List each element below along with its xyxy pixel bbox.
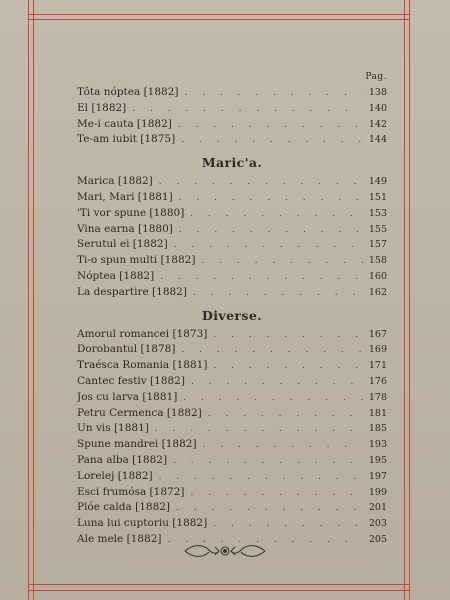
toc-entry — [77, 285, 387, 301]
border-rule-bottom-outer — [28, 590, 410, 591]
page-column-label: Pag. — [365, 72, 387, 82]
entry-page-number: 205 — [368, 533, 387, 545]
entry-page-number: 157 — [368, 239, 387, 251]
entry-page-number: 144 — [368, 134, 387, 146]
entry-title: Amorul romancei [1873] — [77, 327, 208, 340]
ornament-icon — [175, 540, 275, 562]
toc-entry — [77, 421, 387, 437]
toc-entry — [77, 269, 387, 285]
dot-leader — [153, 470, 363, 485]
border-rule-left-outer — [28, 0, 29, 600]
entry-page-number: 199 — [368, 486, 387, 498]
toc-section — [77, 85, 387, 148]
entry-title: Te-am iubit [1875] — [77, 133, 176, 146]
dot-leader — [175, 343, 363, 358]
border-rule-right-inner — [404, 0, 405, 600]
toc-entry — [77, 406, 387, 422]
entry-page-number: 167 — [368, 328, 387, 340]
entry-page-number: 142 — [368, 118, 387, 130]
entry-title: Traésca Romania [1881] — [77, 359, 208, 372]
entry-title: Lorelej [1882] — [77, 469, 153, 482]
entry-title: Cantec festiv [1882] — [77, 374, 185, 387]
entry-page-number: 197 — [368, 470, 387, 482]
toc-entry — [77, 469, 387, 485]
entry-title: Un vis [1881] — [77, 422, 149, 435]
border-rule-left-inner — [33, 0, 34, 600]
dot-leader — [154, 270, 363, 285]
toc-entry — [77, 437, 387, 453]
toc-entry — [77, 390, 387, 406]
toc-section — [77, 154, 387, 300]
entry-title: Luna lui cuptoriu [1882] — [77, 517, 208, 530]
dot-leader — [168, 238, 363, 253]
toc-entry — [77, 516, 387, 532]
entry-page-number: 155 — [368, 223, 387, 235]
toc-entry — [77, 453, 387, 469]
dot-leader — [195, 254, 363, 269]
entry-title: Esci frumósa [1872] — [77, 485, 185, 498]
dot-leader — [179, 86, 364, 101]
entry-title: Serutul ei [1882] — [77, 238, 168, 251]
entry-title: Plóe calda [1882] — [77, 501, 171, 514]
toc-entry — [77, 253, 387, 269]
entry-page-number: 203 — [368, 518, 387, 530]
entry-title: Tôta nóptea [1882] — [77, 86, 179, 98]
toc-entry — [77, 342, 387, 358]
entry-page-number: 153 — [368, 207, 387, 219]
entry-title: La despartire [1882] — [77, 285, 187, 298]
entry-title: 'Ti vor spune [1880] — [77, 206, 185, 219]
entry-title: Vina earna [1880] — [77, 222, 173, 235]
border-rule-right-outer — [409, 0, 410, 600]
entry-title: Ale mele [1882] — [77, 532, 162, 545]
entry-title: Ti-o spun multi [1882] — [77, 254, 196, 267]
entry-page-number: 140 — [368, 102, 387, 114]
dot-leader — [207, 328, 363, 343]
toc-entry — [77, 500, 387, 516]
toc-entry — [77, 117, 387, 133]
entry-page-number: 185 — [368, 423, 387, 435]
entry-page-number: 193 — [368, 439, 387, 451]
toc-entry — [77, 485, 387, 501]
entry-page-number: 171 — [368, 360, 387, 372]
border-rule-top-inner — [28, 19, 410, 20]
dot-leader — [184, 207, 363, 222]
dot-leader — [126, 102, 363, 117]
entry-page-number: 169 — [368, 344, 387, 356]
entry-page-number: 151 — [368, 191, 387, 203]
dot-leader — [172, 118, 363, 133]
entry-page-number: 181 — [368, 407, 387, 419]
entry-title: Nóptea [1882] — [77, 269, 155, 282]
entry-title: Pana alba [1882] — [77, 453, 168, 466]
toc-section — [77, 307, 387, 548]
toc-entry — [77, 222, 387, 238]
entry-page-number: 138 — [368, 87, 387, 98]
section-heading: Maric'a. — [201, 155, 263, 171]
toc-entry — [77, 85, 387, 101]
dot-leader — [175, 133, 363, 148]
toc-entry — [77, 237, 387, 253]
entry-title: Petru Cermenca [1882] — [77, 406, 202, 419]
toc-entry — [77, 374, 387, 390]
dot-leader — [167, 454, 363, 469]
dot-leader — [153, 175, 363, 190]
toc-entry — [77, 132, 387, 148]
entry-title: Dorobantul [1878] — [77, 343, 176, 356]
section-heading: Diverse. — [202, 307, 262, 323]
dot-leader — [177, 391, 363, 406]
entry-title: Jos cu larva [1881] — [77, 390, 178, 403]
toc-entry — [77, 174, 387, 190]
dot-leader — [184, 486, 363, 501]
toc-entry — [77, 101, 387, 117]
dot-leader — [149, 422, 363, 437]
dot-leader — [173, 223, 363, 238]
toc-entry — [77, 206, 387, 222]
dot-leader — [202, 407, 363, 422]
entry-title: Spune mandrei [1882] — [77, 438, 197, 451]
entry-page-number: 162 — [368, 286, 387, 298]
entry-page-number: 176 — [368, 375, 387, 387]
dot-leader — [187, 286, 363, 301]
entry-page-number: 195 — [368, 454, 387, 466]
entry-title: El [1882] — [77, 101, 127, 114]
border-rule-top-outer — [28, 14, 410, 15]
toc-entry — [77, 190, 387, 206]
toc-sections — [77, 85, 387, 548]
table-of-contents — [77, 72, 387, 548]
dot-leader — [170, 501, 363, 516]
entry-page-number: 149 — [368, 176, 387, 188]
dot-leader — [207, 517, 363, 532]
entry-title: Me-i cauta [1882] — [77, 117, 172, 130]
border-rule-bottom-inner — [28, 584, 410, 585]
dot-leader — [207, 359, 363, 374]
entry-title: Marica [1882] — [77, 175, 153, 188]
toc-entry — [77, 327, 387, 343]
dot-leader — [173, 191, 363, 206]
dot-leader — [197, 438, 363, 453]
entry-page-number: 158 — [368, 255, 387, 267]
entry-page-number: 178 — [368, 391, 387, 403]
entry-title: Mari, Mari [1881] — [77, 190, 173, 203]
dot-leader — [185, 375, 363, 390]
entry-page-number: 160 — [368, 270, 387, 282]
entry-page-number: 201 — [368, 502, 387, 514]
toc-entry — [77, 358, 387, 374]
